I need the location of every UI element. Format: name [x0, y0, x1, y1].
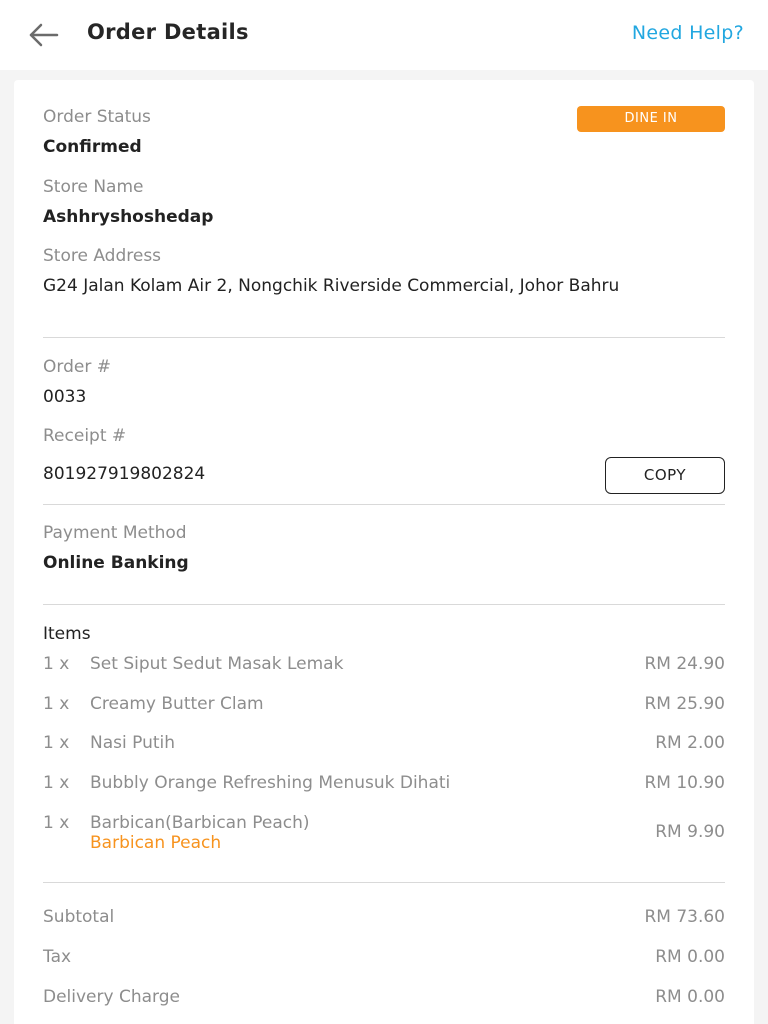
item-name: Barbican(Barbican Peach) [90, 813, 310, 833]
receipt-value: 801927919802824 [43, 464, 206, 484]
divider [43, 504, 725, 505]
order-details-card [14, 80, 754, 1024]
item-price: RM 9.90 [655, 822, 725, 842]
arrow-left-icon [28, 21, 60, 49]
top-app-bar [0, 0, 768, 70]
item-quantity: 1 x [43, 733, 70, 753]
item-quantity: 1 x [43, 773, 70, 793]
divider [43, 882, 725, 883]
item-price: RM 2.00 [655, 733, 725, 753]
items-title: Items [43, 624, 91, 644]
payment-method-value: Online Banking [43, 553, 189, 573]
copy-receipt-button[interactable]: COPY [605, 457, 725, 494]
item-price: RM 25.90 [644, 694, 725, 714]
subtotal-label: Subtotal [43, 907, 115, 927]
order-number-value: 0033 [43, 387, 87, 407]
delivery-charge-value: RM 0.00 [655, 987, 725, 1007]
need-help-link[interactable]: Need Help? [631, 22, 744, 44]
payment-method-label: Payment Method [43, 523, 187, 543]
page-title: Order Details [87, 20, 249, 44]
divider [43, 604, 725, 605]
item-quantity: 1 x [43, 694, 70, 714]
delivery-charge-label: Delivery Charge [43, 987, 180, 1007]
item-name: Set Siput Sedut Masak Lemak [90, 654, 344, 674]
item-name: Creamy Butter Clam [90, 694, 264, 714]
item-quantity: 1 x [43, 813, 70, 833]
item-variant: Barbican Peach [90, 833, 222, 853]
order-status-label: Order Status [43, 107, 151, 127]
store-name-value: Ashhryshoshedap [43, 207, 214, 227]
item-quantity: 1 x [43, 654, 70, 674]
item-name: Bubbly Orange Refreshing Menusuk Dihati [90, 773, 451, 793]
store-name-label: Store Name [43, 177, 144, 197]
subtotal-value: RM 73.60 [644, 907, 725, 927]
back-button[interactable] [28, 21, 60, 49]
store-address-label: Store Address [43, 246, 162, 266]
receipt-label: Receipt # [43, 426, 127, 446]
order-number-label: Order # [43, 357, 111, 377]
tax-label: Tax [43, 947, 72, 967]
item-price: RM 24.90 [644, 654, 725, 674]
item-name: Nasi Putih [90, 733, 176, 753]
order-type-badge: DINE IN [577, 106, 725, 132]
divider [43, 337, 725, 338]
item-price: RM 10.90 [644, 773, 725, 793]
store-address-value: G24 Jalan Kolam Air 2, Nongchik Riverside Commercial, Johor Bahru [43, 276, 620, 296]
order-status-value: Confirmed [43, 137, 142, 157]
tax-value: RM 0.00 [655, 947, 725, 967]
